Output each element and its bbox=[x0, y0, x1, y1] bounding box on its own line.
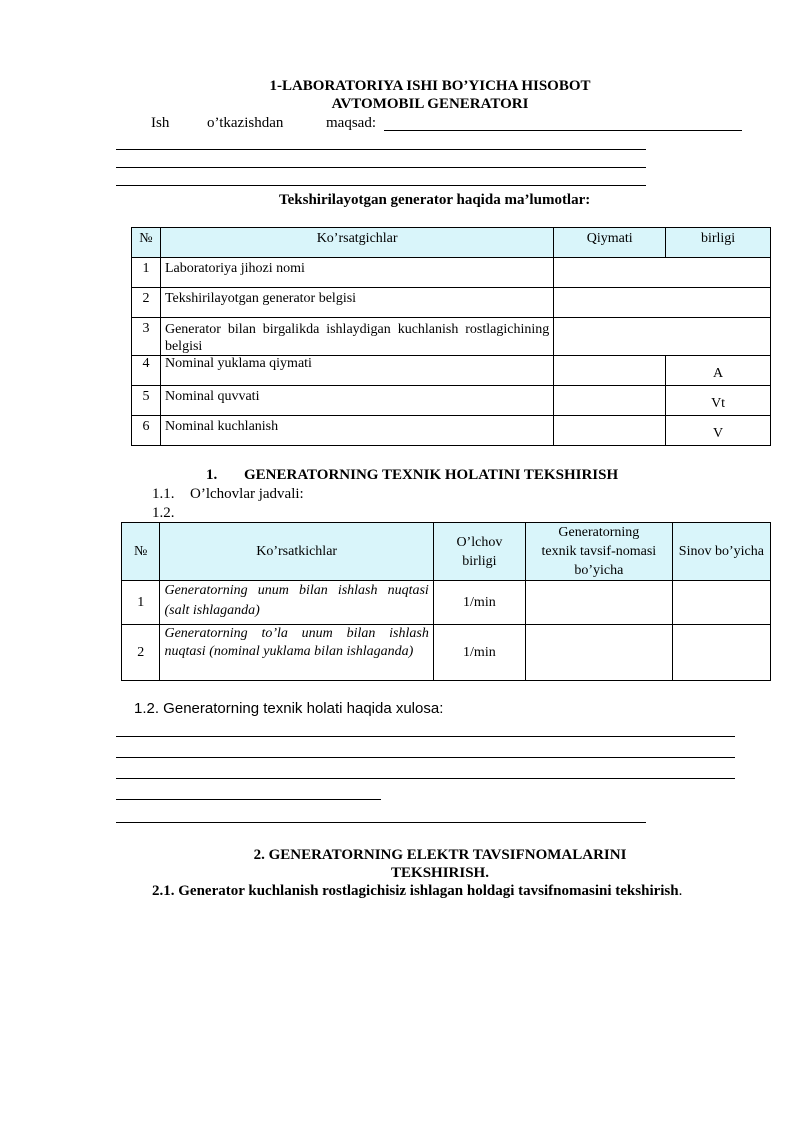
row-unit: Vt bbox=[666, 386, 771, 416]
col-header-indicator: Ko’rsatgichlar bbox=[160, 228, 553, 258]
col-header-unit: O’lchov birligi bbox=[433, 523, 525, 581]
purpose-line[interactable] bbox=[116, 149, 646, 150]
table-row bbox=[122, 625, 771, 681]
table-row bbox=[132, 416, 771, 446]
row-unit: 1/min bbox=[433, 625, 525, 681]
purpose-label-maqsad: maqsad: bbox=[326, 115, 376, 131]
col-header-num: № bbox=[132, 228, 161, 258]
row-num: 4 bbox=[132, 356, 161, 386]
row-num: 2 bbox=[132, 288, 161, 318]
generator-info-table bbox=[131, 227, 771, 446]
conclusion-line[interactable] bbox=[116, 799, 381, 800]
table-row bbox=[132, 258, 771, 288]
section2-title-cont: TEKSHIRISH. bbox=[391, 865, 489, 881]
section1-number: 1. bbox=[206, 467, 218, 483]
row-label: Generatorning unum bilan ishlash nuqtasi (salt ishlaganda) bbox=[160, 581, 433, 625]
row-spec-cell[interactable] bbox=[525, 625, 672, 681]
row-value-cell[interactable] bbox=[554, 318, 771, 356]
conclusion-label: 1.2. Generatorning texnik holati haqida xulosa: bbox=[134, 700, 444, 717]
row-unit: 1/min bbox=[433, 581, 525, 625]
col-header-value: Qiymati bbox=[554, 228, 666, 258]
measurements-table bbox=[121, 522, 771, 681]
conclusion-line[interactable] bbox=[116, 822, 646, 823]
col-header-indicator: Ko’rsatkichlar bbox=[160, 523, 433, 581]
row-label: Laboratoriya jihozi nomi bbox=[160, 258, 553, 288]
purpose-label-ish: Ish bbox=[151, 115, 170, 131]
row-label: Tekshirilayotgan generator belgisi bbox=[160, 288, 553, 318]
report-title: 1-LABORATORIYA ISHI BO’YICHA HISOBOT bbox=[269, 78, 591, 94]
report-subtitle: AVTOMOBIL GENERATORI bbox=[331, 96, 529, 112]
col-header-test: Sinov bo’yicha bbox=[672, 523, 770, 581]
row-label: Nominal kuchlanish bbox=[160, 416, 553, 446]
row-label: Nominal quvvati bbox=[160, 386, 553, 416]
row-value-cell[interactable] bbox=[554, 416, 666, 446]
row-value-cell[interactable] bbox=[554, 258, 771, 288]
purpose-line[interactable] bbox=[116, 185, 646, 186]
subsection-1-2-label: 1.2. bbox=[152, 505, 175, 521]
conclusion-line[interactable] bbox=[116, 778, 735, 779]
row-num: 5 bbox=[132, 386, 161, 416]
row-unit: V bbox=[666, 416, 771, 446]
section1-title: GENERATORNING TEXNIK HOLATINI TEKSHIRISH bbox=[244, 467, 619, 483]
col-header-num: № bbox=[122, 523, 160, 581]
table-row bbox=[132, 386, 771, 416]
section2-subtitle bbox=[152, 883, 682, 900]
row-value-cell[interactable] bbox=[554, 288, 771, 318]
subsection-1-1-label: O’lchovlar jadvali: bbox=[190, 486, 304, 502]
purpose-label-otkazishdan: o’tkazishdan bbox=[207, 115, 284, 131]
row-label: Generator bilan birgalikda ishlaydigan kuchlanish rostlagichining belgisi bbox=[160, 318, 553, 356]
purpose-line[interactable] bbox=[116, 167, 646, 168]
section2-subtitle-end: . bbox=[678, 883, 683, 899]
info-section-title: Tekshirilayotgan generator haqida ma’lumotlar: bbox=[279, 192, 591, 208]
conclusion-line[interactable] bbox=[116, 736, 735, 737]
section2-subtitle-text: 2.1. Generator kuchlanish rostlagichisiz ishlagan holdagi tavsifnomasini tekshirish bbox=[152, 883, 679, 899]
table-row bbox=[122, 581, 771, 625]
conclusion-line[interactable] bbox=[116, 757, 735, 758]
row-num: 1 bbox=[132, 258, 161, 288]
table-row bbox=[132, 288, 771, 318]
row-num: 3 bbox=[132, 318, 161, 356]
table-row bbox=[132, 318, 771, 356]
row-unit: A bbox=[666, 356, 771, 386]
col-header-unit: birligi bbox=[666, 228, 771, 258]
row-test-cell[interactable] bbox=[672, 625, 770, 681]
row-value-cell[interactable] bbox=[554, 356, 666, 386]
row-value-cell[interactable] bbox=[554, 386, 666, 416]
subsection-1-1-number: 1.1. bbox=[152, 486, 175, 502]
col-header-spec: Generatorning texnik tavsif-nomasi bo’yicha bbox=[525, 523, 672, 581]
section2-title: 2. GENERATORNING ELEKTR TAVSIFNOMALARINI bbox=[253, 847, 627, 863]
row-spec-cell[interactable] bbox=[525, 581, 672, 625]
row-num: 2 bbox=[122, 625, 160, 681]
row-num: 1 bbox=[122, 581, 160, 625]
table-row bbox=[132, 356, 771, 386]
row-num: 6 bbox=[132, 416, 161, 446]
row-test-cell[interactable] bbox=[672, 581, 770, 625]
row-label: Nominal yuklama qiymati bbox=[160, 356, 553, 386]
purpose-line[interactable] bbox=[384, 130, 742, 131]
row-label: Generatorning to’la unum bilan ishlash nuqtasi (nominal yuklama bilan ishlaganda) bbox=[160, 625, 433, 681]
